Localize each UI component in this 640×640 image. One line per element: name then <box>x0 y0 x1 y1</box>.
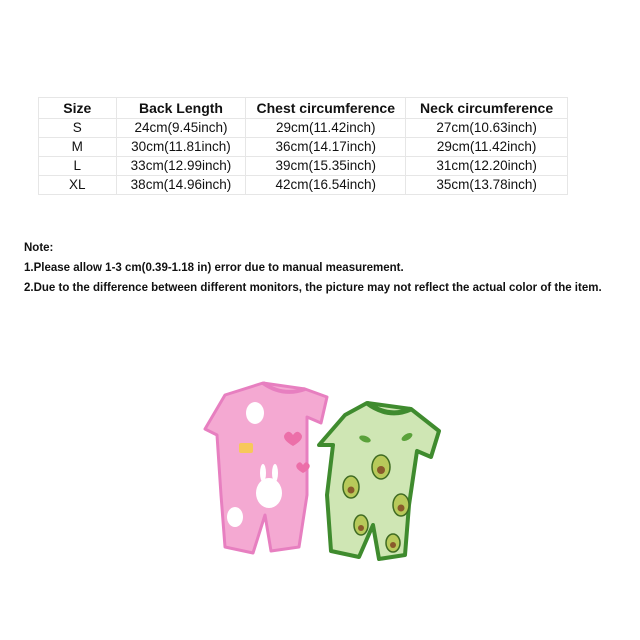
pink-pajama <box>205 383 327 553</box>
table-row <box>39 176 568 195</box>
green-pajama <box>319 403 439 559</box>
cell-back-length: 24cm(9.45inch) <box>116 119 246 138</box>
cell-neck: 35cm(13.78inch) <box>406 176 568 195</box>
notes-section <box>24 238 634 298</box>
avocado-icon <box>386 534 400 552</box>
table-row <box>39 119 568 138</box>
cupcake-print <box>239 443 253 453</box>
bunny-ear <box>272 464 278 482</box>
header-neck-circumference: Neck circumference <box>406 98 568 119</box>
avocado-icon <box>372 455 390 479</box>
cell-back-length: 30cm(11.81inch) <box>116 138 246 157</box>
cell-chest: 29cm(11.42inch) <box>246 119 406 138</box>
cell-neck: 29cm(11.42inch) <box>406 138 568 157</box>
cell-back-length: 33cm(12.99inch) <box>116 157 246 176</box>
header-chest-circumference: Chest circumference <box>246 98 406 119</box>
cell-size: L <box>39 157 117 176</box>
cell-chest: 36cm(14.17inch) <box>246 138 406 157</box>
avocado-icon <box>343 476 359 498</box>
table-row <box>39 138 568 157</box>
size-chart-table <box>38 97 568 195</box>
green-body <box>319 403 439 559</box>
cell-chest: 39cm(15.35inch) <box>246 157 406 176</box>
bunny-print <box>246 402 264 424</box>
cell-size: XL <box>39 176 117 195</box>
table-row <box>39 157 568 176</box>
avocado-icon <box>393 494 409 516</box>
header-back-length: Back Length <box>116 98 246 119</box>
bunny-print <box>256 478 282 508</box>
cell-back-length: 38cm(14.96inch) <box>116 176 246 195</box>
bunny-ear <box>260 464 266 482</box>
cell-size: S <box>39 119 117 138</box>
cell-size: M <box>39 138 117 157</box>
product-photo <box>195 375 460 565</box>
bunny-print <box>227 507 243 527</box>
avocado-icon <box>354 515 368 535</box>
table-header-row <box>39 98 568 119</box>
note-item: 2.Due to the difference between different monitors, the picture may not reflect the actual color of the item. <box>24 282 602 294</box>
header-size: Size <box>39 98 117 119</box>
cell-neck: 31cm(12.20inch) <box>406 157 568 176</box>
cell-chest: 42cm(16.54inch) <box>246 176 406 195</box>
notes-title: Note: <box>24 242 54 254</box>
cell-neck: 27cm(10.63inch) <box>406 119 568 138</box>
note-item: 1.Please allow 1-3 cm(0.39-1.18 in) error due to manual measurement. <box>24 262 404 274</box>
